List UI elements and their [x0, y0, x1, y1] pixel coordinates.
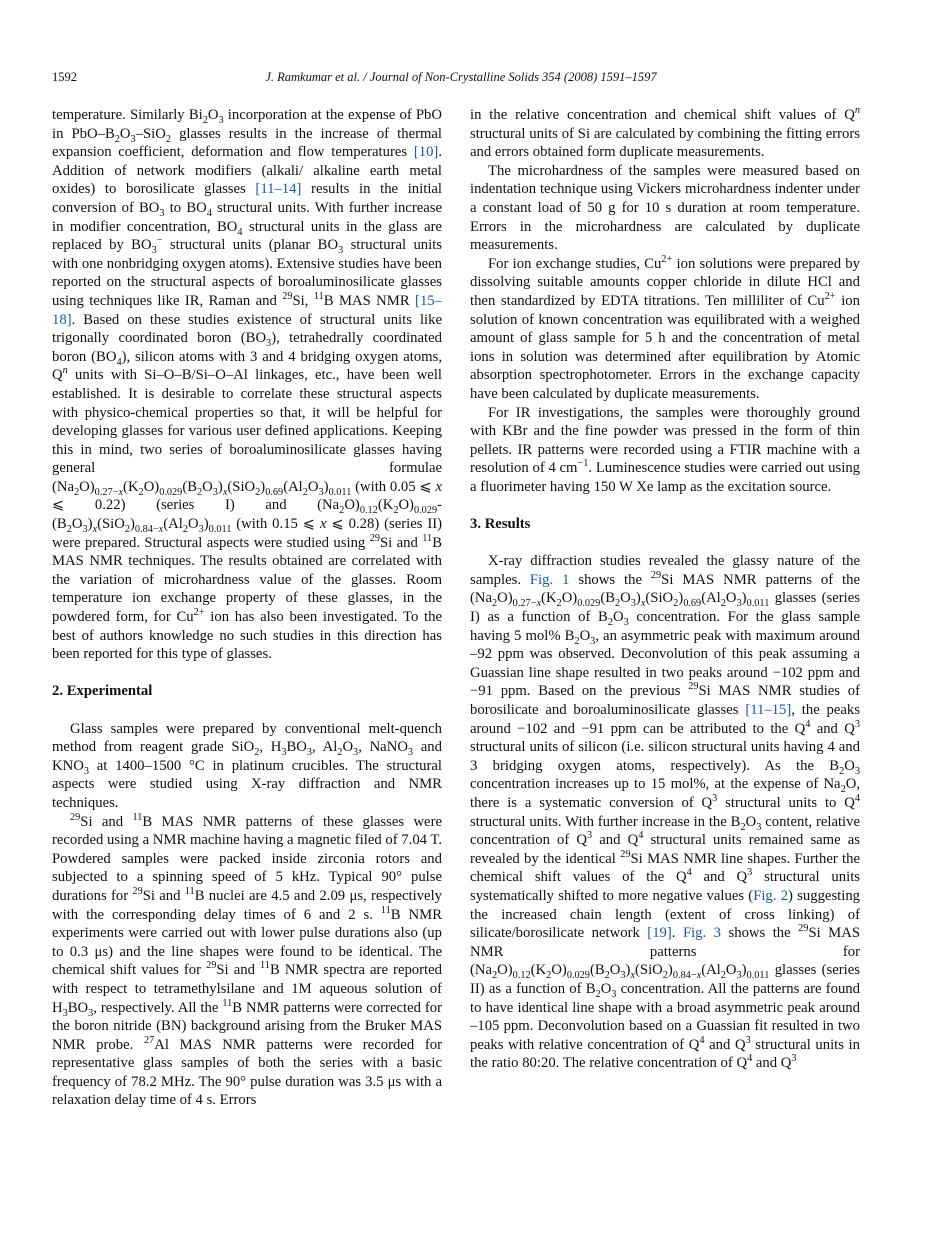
paragraph: For IR investigations, the samples were thoroughly ground with KBr and the fine powder was pressed in the form of thin pellets. IR patterns were recorded using a FTIR machine with a resolution of 4 $cm^{-1}$. Luminescence studies were carried out using a fluorimeter having 150 W Xe lamp as the excitation source. — [470, 404, 861, 495]
paragraph: The microhardness of the samples were measured based on indentation technique using Vickers microhardness indenter under a constant load of 50 g for 10 s duration at room temperature. Errors in the microhardness are calculated by duplicate measurements. — [470, 162, 860, 254]
figure-link[interactable]: Fig. 3 — [682, 925, 722, 942]
left-column — [52, 106, 442, 1110]
paragraph: Glass samples were prepared by conventional melt-quench method from reagent grade SiO$_2$, $H_3BO_3$, $Al_2O_3$, NaNO$_3$ and $KNO_3$ at 1400–1500 °C in platinum crucibles. The structural aspects were studied using X-ray diffraction and NMR techniques. — [52, 720, 442, 811]
running-header — [52, 70, 870, 90]
paragraph: in the relative concentration and chemical shift values of $Q^n$ structural units of Si are calculated by combining the fitting errors and errors obtained form duplicate measurements. — [470, 105, 860, 161]
figure-link[interactable]: Fig. 1 — [529, 571, 570, 588]
citation-link[interactable]: [19] — [647, 925, 672, 942]
citation-link[interactable]: [11–14] — [255, 181, 302, 198]
citation-link[interactable]: [11–15] — [745, 702, 792, 718]
page-number: 1592 — [52, 70, 77, 84]
right-column — [470, 106, 860, 1073]
citation-link[interactable]: [15–18] — [52, 292, 442, 328]
section-heading: 2. Experimental — [52, 683, 153, 700]
paragraph: temperature. Similarly $Bi_2O_3$ incorporation at the expense of PbO in PbO–$B_2O_3-SiO_2$ glasses results in the increase of thermal expansion coefficient, deformation and flow temperatures [10]. Addition of network modifiers (alkali/ alkaline earth metal oxides) to borosilicate glasses [11–14] results in the initial conversion of $BO_3$ to $BO_4$ structural units. With further increase in modifier concentration, $BO_4$ structural units in the glass are replaced by $BO_3^-$ structural units (planar $BO_3$ structural units with one nonbridging oxygen atoms). Extensive studies have been reported on the structural aspects of boroaluminosilicate glasses using techniques like IR, Raman and $^{29}$Si, $^{11}$B MAS NMR [15–18]. Based on these studies existence of structural units like trigonally coordinated boron $(BO_3)$, tetrahedrally coordinated boron $(BO_4)$, silicon atoms with 3 and 4 bridging oxygen atoms, $Q^n$ units with Si–O–B/Si–O–Al linkages, etc., have been well established. It is desirable to correlate these structural aspects with physico-chemical properties so that, it will be helpful for developing glasses for various user defined applications. Keeping this in mind, two series of boroaluminosilicate glasses having general formulae $(Na_2O)_{0.27-x}(K_2O)_{0.029}(B_2O_3)_x(SiO_2)_{0.69}(Al_2O_3)_{0.011}$ (with 0.05 ⩽ x ⩽ 0.22) (series I) and $(Na_2O)_{0.12}(K_2O)_{0.029}-$ $(B_2O_3)_x(SiO_2)_{0.84-x}(Al_2O_3)_{0.011}$ (with 0.15 ⩽ x ⩽ 0.28) (series II) were prepared. Structural aspects were studied using $^{29}$Si and $^{11}$B MAS NMR techniques. The results obtained are correlated with the variation of microhardness value of the glasses. Room temperature ion exchange property of these glasses, in the powdered form, for $Cu^{2+}$ ion has also been investigated. To the best of authors knowledge no such studies in this direction has been reported for this type of glasses. — [52, 107, 443, 663]
paragraph: $^{29}$Si and $^{11}$B MAS NMR patterns of these glasses were recorded using a NMR machine having a magnetic filed of 7.04 T. Powdered samples were packed inside zirconia rotors and subjected to a spinning speed of 5 kHz. Typical 90° pulse durations for $^{29}$Si and $^{11}$B nuclei are 4.5 and 2.09 μs, respectively with the corresponding delay times of 6 and 2 s. $^{11}$B NMR experiments were carried out with lower pulse durations also (up to 0.3 μs) and the line shapes were found to be identical. The chemical shift values for $^{29}$Si and $^{11}$B NMR spectra are reported with respect to tetramethylsilane and 1M aqueous solution of $H_3BO_3$, respectively. All the $^{11}$B NMR patterns were corrected for the boron nitride (BN) background arising from the Bruker MAS NMR probe. $^{27}$Al MAS NMR patterns were recorded for representative glass samples of both the series with a basic frequency of 78.2 MHz. The 90° pulse duration was 3.5 μs with a relaxation delay time of 4 s. Errors — [52, 811, 442, 1109]
figure-link[interactable]: Fig. 2 — [753, 887, 789, 904]
paragraph: For ion exchange studies, $Cu^{2+}$ ion solutions were prepared by dissolving suitable amounts copper chloride in dilute HCl and then standardized by EDTA titrations. Ten milliliter of $Cu^{2+}$ ion solution of known concentration was equilibrated with a weighed amount of glass sample for 5 h and the concentration of metal ions in solution was determined after equilibration by Atomic absorption spectrophotometer. Errors in the exchange capacity have been calculated by duplicate measurements. — [470, 253, 860, 402]
section-heading: 3. Results — [470, 516, 531, 533]
paragraph: X-ray diffraction studies revealed the glassy nature of the samples. Fig. 1 shows the $^{29}$Si MAS NMR patterns of the $(Na_2O)_{0.27-x}(K_2O)_{0.029}(B_2O_3)_x(SiO_2)_{0.69}(Al_2O_3)_{0.011}$ glasses (series I) as a function of $B_2O_3$ concentration. For the glass sample having 5 mol% $B_2O_3$, an asymmetric peak with maximum around –92 ppm was observed. Deconvolution of this peak assuming a Guassian line shape resulted in two peaks around −102 ppm and −91 ppm. Based on the previous $^{29}$Si MAS NMR studies of borosilicate and boroaluminosilicate glasses [11–15], the peaks around −102 and −91 ppm can be attributed to the $Q^4$ and $Q^3$ structural units of silicon (i.e. silicon structural units having 4 and 3 bridging oxygen atoms, respectively). As the $B_2O_3$ concentration increases up to 15 mol%, at the expense of $Na_2O$, there is a systematic conversion of $Q^3$ structural units to $Q^4$ structural units. With further increase in the $B_2O_3$ content, relative concentration of $Q^3$ and $Q^4$ structural units remained same as revealed by the identical $^{29}$Si MAS NMR line shapes. Further the chemical shift values of the $Q^4$ and $Q^3$ structural units systematically shifted to more negative values (Fig. 2) suggesting the increased chain length (extent of cross linking) of silicate/borosilicate network [19]. Fig. 3 shows the $^{29}$Si MAS NMR patterns for $(Na_2O)_{0.12}(K_2O)_{0.029}(B_2O_3)_x(SiO_2)_{0.84-x}(Al_2O_3)_{0.011}$ glasses (series II) as a function of $B_2O_3$ concentration. All the patterns are found to have identical line shape with a broad asymmetric peak around –105 ppm. Deconvolution based on a Guassian fit resulted in two peaks with relative concentration of $Q^4$ and $Q^3$ structural units in the ratio 80:20. The relative concentration of $Q^4$ and $Q^3$ — [470, 553, 861, 1072]
citation-link[interactable]: [10] — [413, 144, 439, 161]
journal-citation: J. Ramkumar et al. / Journal of Non-Crystalline Solids 354 (2008) 1591–1597 — [265, 70, 657, 84]
